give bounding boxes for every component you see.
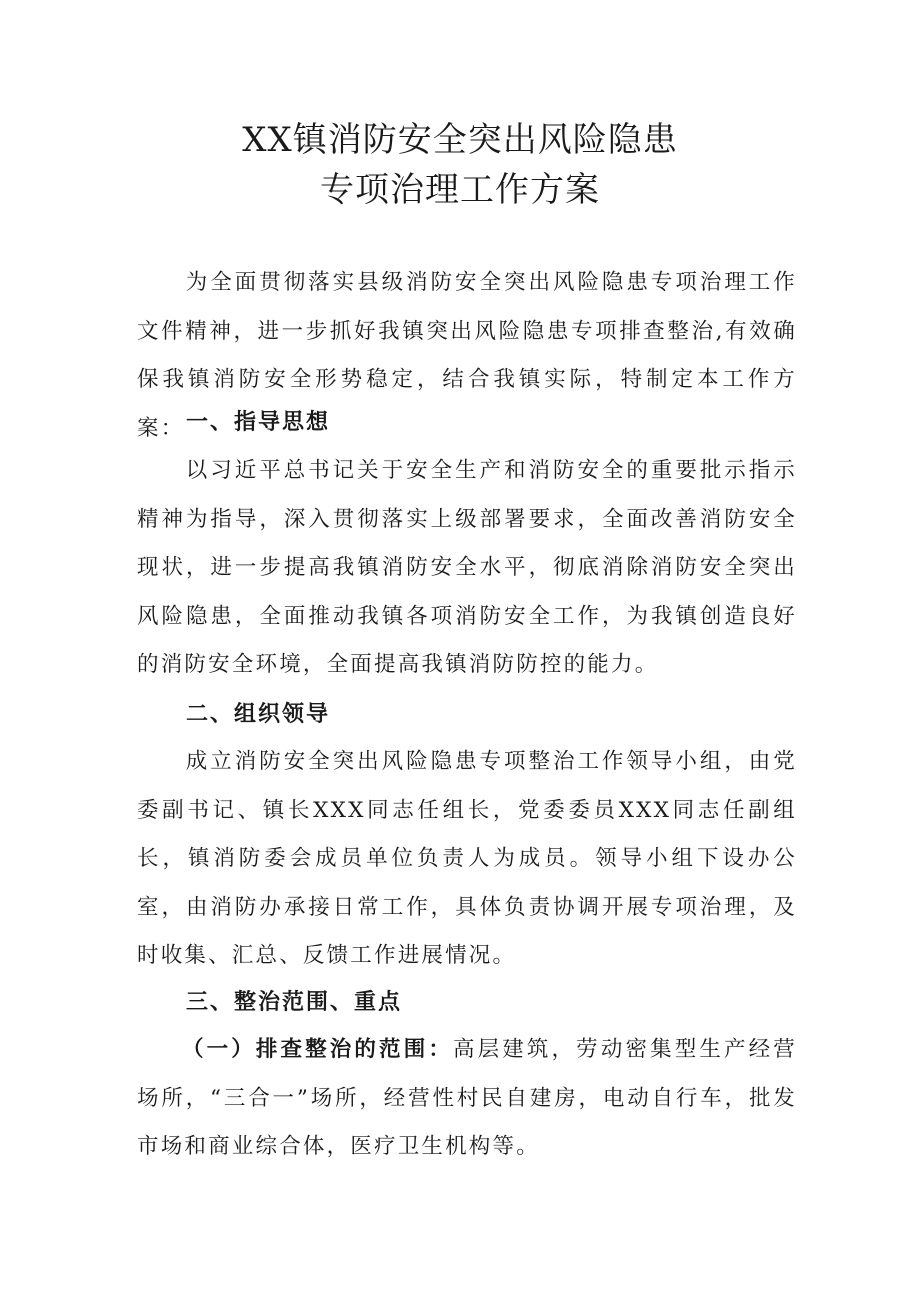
section-body-text: 成立消防安全突出风险隐患专项整治工作领导小组，由党委副书记、镇长XXX同志任组长，党委委员XXX同志任副组长，镇消防委会成员单位负责人为成员。领导小组下设办公室，由消防办承接日常工作，具体负责协调开展专项治理，及时收集、汇总、反馈工作进展情况。	[137, 749, 797, 968]
intro-text: 为全面贯彻落实县级消防安全突出风险隐患专项治理工作文件精神，进一步抓好我镇突出风险隐患专项排查整治,有效确保我镇消防安全形势稳定，结合我镇实际，特制定本工作方案：	[137, 270, 797, 441]
document-title-line-2: 专项治理工作方案	[320, 170, 600, 210]
section-body-text: 以习近平总书记关于安全生产和消防安全的重要批示指示精神为指导，深入贯彻落实上级部署要求，全面改善消防安全现状，进一步提高我镇消防安全水平，彻底消除消防安全突出风险隐患，全面推动我镇各项消防安全工作，为我镇创造良好的消防安全环境，全面提高我镇消防防控的能力。	[137, 458, 797, 677]
section-body-scope	[137, 1026, 797, 1172]
section-body-organization	[137, 738, 797, 981]
section-heading-guiding-thought: 一、指导思想	[186, 410, 331, 435]
sub-heading-scope: （一）排查整治的范围：	[181, 1037, 453, 1062]
section-heading-organization: 二、组织领导	[186, 702, 331, 727]
section-heading-scope: 三、整治范围、重点	[186, 990, 403, 1015]
section-body-guiding-thought	[137, 447, 797, 690]
section-body-text: 高层建筑，劳动密集型生产经营场所，“三合一”场所，经营性村民自建房，电动自行车，批发市场和商业综合体，医疗卫生机构等。	[137, 1037, 797, 1159]
document-title-line-1: XX镇消防安全突出风险隐患	[242, 120, 678, 160]
